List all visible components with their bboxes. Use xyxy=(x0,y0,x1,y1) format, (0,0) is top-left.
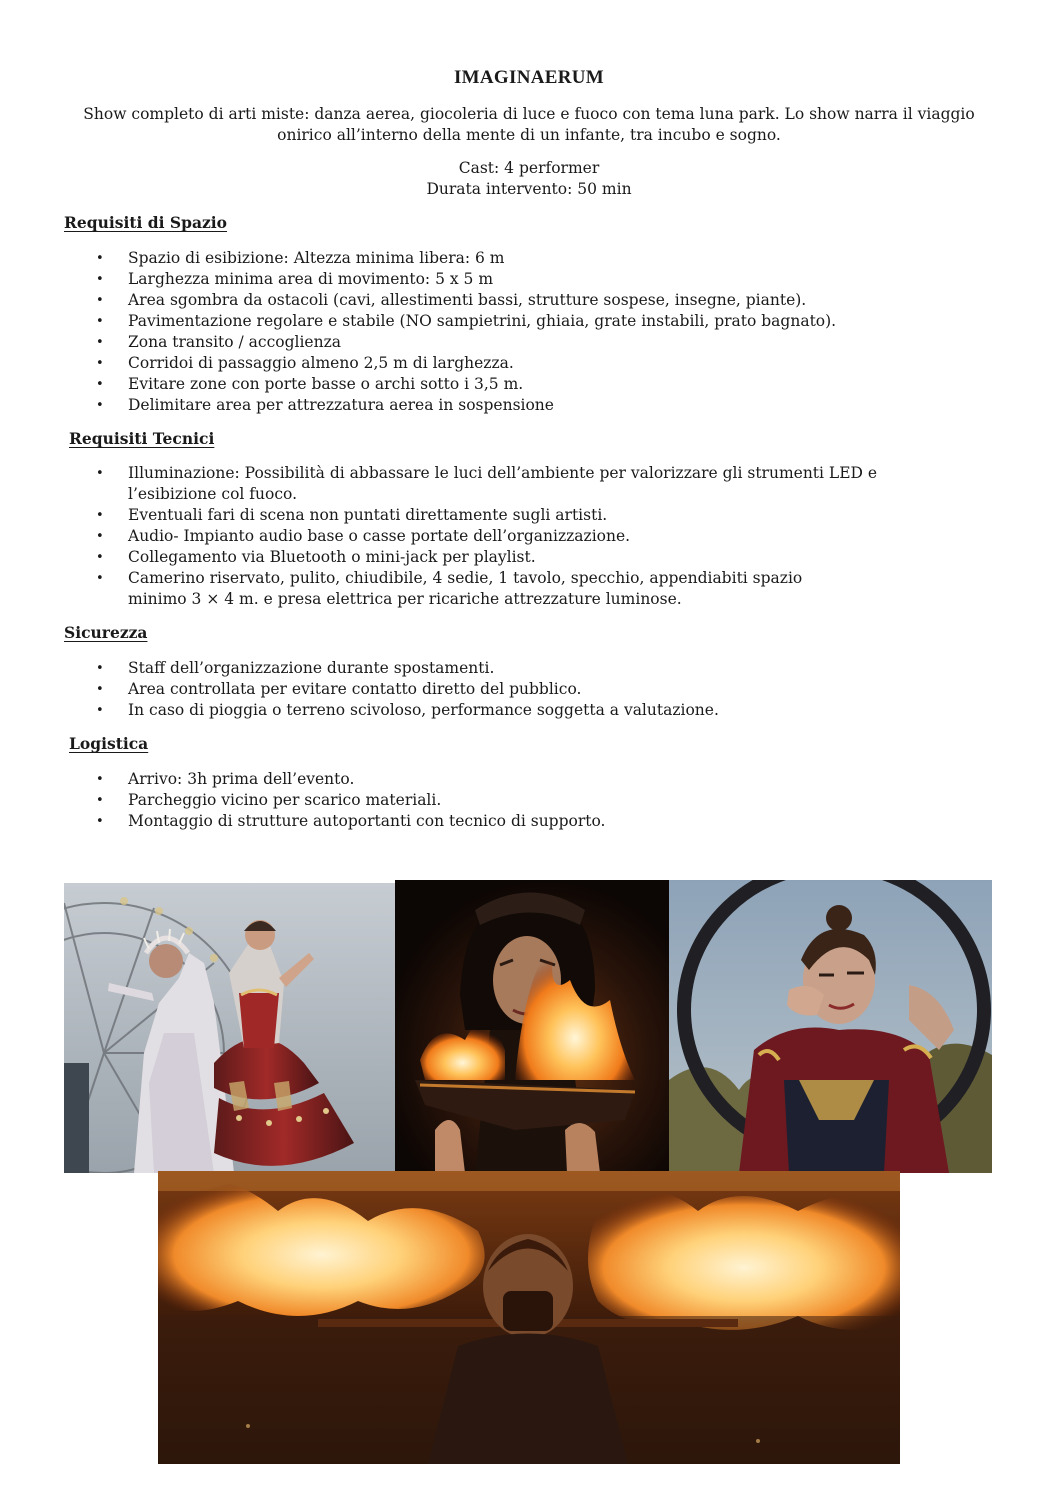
list-item: • Eventuali fari di scena non puntati direttamente sugli artisti. xyxy=(96,505,906,526)
list-item: • In caso di pioggia o terreno scivoloso, performance soggetta a valutazione. xyxy=(96,700,976,721)
list-tecnici xyxy=(96,463,906,610)
intro-paragraph: Show completo di arti miste: danza aerea, giocoleria di luce e fuoco con tema luna park. Lo show narra il viaggio onirico all’interno della mente di un infante, tra incubo e sogno. xyxy=(83,105,975,144)
duration-line: Durata intervento: 50 min xyxy=(426,180,632,198)
heading-spazio: Requisiti di Spazio xyxy=(64,213,228,232)
heading-sicurezza: Sicurezza xyxy=(64,623,148,642)
list-item: • Area controllata per evitare contatto diretto del pubblico. xyxy=(96,679,976,700)
list-item: • Staff dell’organizzazione durante spostamenti. xyxy=(96,658,976,679)
list-item: • Corridoi di passaggio almeno 2,5 m di larghezza. xyxy=(96,353,976,374)
cast-info xyxy=(0,158,1058,200)
list-item: • Audio- Impianto audio base o casse portate dell’organizzazione. xyxy=(96,526,906,547)
list-spazio xyxy=(96,248,976,416)
list-item: • Delimitare area per attrezzatura aerea in sospensione xyxy=(96,395,976,416)
cast-line: Cast: 4 performer xyxy=(458,159,600,177)
list-item: • Larghezza minima area di movimento: 5 x 5 m xyxy=(96,269,976,290)
heading-logistica: Logistica xyxy=(69,734,149,753)
list-logistica xyxy=(96,769,976,832)
list-item: • Illuminazione: Possibilità di abbassare le luci dell’ambiente per valorizzare gli strumenti LED e l’esibizione col fuoco. xyxy=(96,463,906,505)
photo-ferris-wheel-performers xyxy=(64,883,395,1173)
heading-tecnici: Requisiti Tecnici xyxy=(69,429,215,448)
photo-aerial-hoop xyxy=(669,880,992,1173)
list-item: • Area sgombra da ostacoli (cavi, allestimenti bassi, strutture sospese, insegne, piante). xyxy=(96,290,976,311)
document-title: IMAGINAERUM xyxy=(453,67,604,88)
list-item: • Parcheggio vicino per scarico materiali. xyxy=(96,790,976,811)
list-item: • Zona transito / accoglienza xyxy=(96,332,976,353)
list-sicurezza xyxy=(96,658,976,721)
list-item: • Camerino riservato, pulito, chiudibile, 4 sedie, 1 tavolo, specchio, appendiabiti spazio minimo 3 × 4 m. e presa elettrica per ricariche attrezzature luminose. xyxy=(96,568,808,610)
list-item: • Collegamento via Bluetooth o mini-jack per playlist. xyxy=(96,547,906,568)
list-item: • Montaggio di strutture autoportanti con tecnico di supporto. xyxy=(96,811,976,832)
list-item: • Arrivo: 3h prima dell’evento. xyxy=(96,769,976,790)
photo-fire-staff xyxy=(158,1171,900,1464)
list-item: • Spazio di esibizione: Altezza minima libera: 6 m xyxy=(96,248,976,269)
list-item: • Pavimentazione regolare e stabile (NO sampietrini, ghiaia, grate instabili, prato bagnato). xyxy=(96,311,976,332)
list-item: • Evitare zone con porte basse o archi sotto i 3,5 m. xyxy=(96,374,976,395)
photo-fire-book xyxy=(395,880,669,1173)
